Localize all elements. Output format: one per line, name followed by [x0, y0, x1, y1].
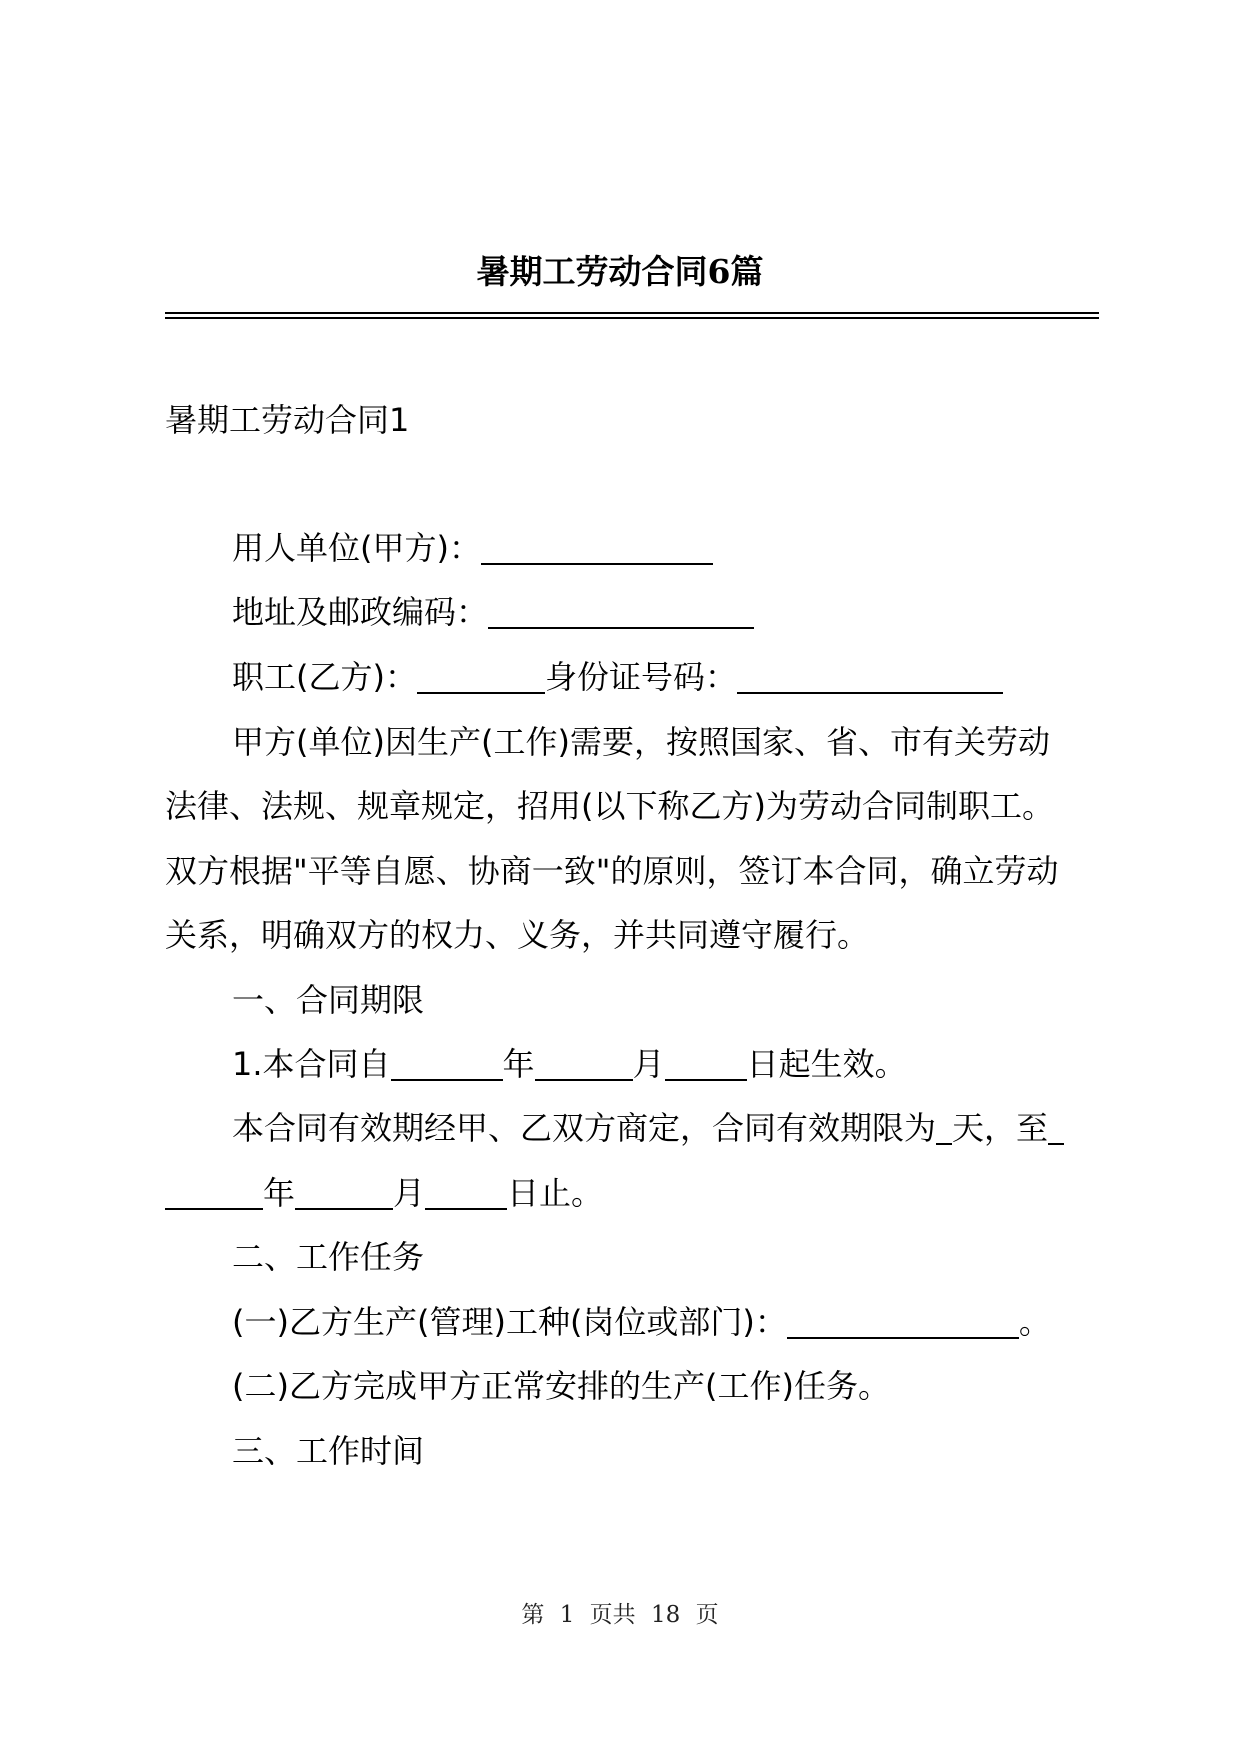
- year-unit: 年: [502, 1045, 535, 1083]
- term-item1-prefix: 1.本合同自: [232, 1045, 391, 1083]
- employer-field: [232, 528, 713, 568]
- address-field: [232, 592, 754, 632]
- id-label: 身份证号码：: [544, 658, 737, 696]
- preamble-line-1: 甲方(单位)因生产(工作)需要，按照国家、省、市有关劳动: [232, 723, 1050, 761]
- start-year-blank[interactable]: [391, 1045, 503, 1081]
- start-month-blank[interactable]: [535, 1045, 633, 1081]
- employee-blank[interactable]: [417, 658, 545, 694]
- preamble-line-2: 法律、法规、规章规定，招用(以下称乙方)为劳动合同制职工。: [165, 787, 1054, 825]
- end-date-blank[interactable]: [1048, 1109, 1064, 1145]
- position-blank[interactable]: [787, 1303, 1019, 1339]
- tasks-item-2: (二)乙方完成甲方正常安排的生产(工作)任务。: [232, 1367, 890, 1405]
- address-blank[interactable]: [488, 593, 754, 629]
- end-month-blank[interactable]: [295, 1174, 393, 1210]
- document-title: 暑期工劳动合同6篇: [476, 252, 764, 291]
- term-item1-suffix: 日起生效。: [746, 1045, 907, 1083]
- tasks-heading: 二、工作任务: [232, 1238, 425, 1276]
- month-unit: 月: [632, 1045, 665, 1083]
- validity-prefix: 本合同有效期经甲、乙双方商定，合同有效期限为: [232, 1109, 937, 1147]
- hours-heading: 三、工作时间: [232, 1432, 425, 1470]
- term-end-date: [165, 1173, 603, 1213]
- end-day-blank[interactable]: [425, 1174, 507, 1210]
- address-label: 地址及邮政编码：: [232, 593, 489, 631]
- validity-days-blank[interactable]: [936, 1109, 952, 1145]
- employer-label: 用人单位(甲方)：: [232, 529, 481, 567]
- page-footer: 第 1 页共 18 页: [521, 1602, 719, 1628]
- tasks-item-1: [232, 1302, 1051, 1342]
- day-unit: 天，至: [952, 1109, 1049, 1147]
- employer-blank[interactable]: [481, 529, 713, 565]
- title-rule-bottom: [165, 317, 1099, 319]
- tasks-item1-label: (一)乙方生产(管理)工种(岗位或部门)：: [232, 1303, 787, 1341]
- end-month-unit: 月: [393, 1174, 426, 1212]
- title-rule-top: [165, 312, 1099, 314]
- end-year-blank[interactable]: [165, 1174, 263, 1210]
- tasks-item1-end: 。: [1018, 1303, 1051, 1341]
- end-year-unit: 年: [263, 1174, 296, 1212]
- end-suffix: 日止。: [507, 1174, 604, 1212]
- term-item-1: [232, 1044, 907, 1084]
- employee-field: [232, 657, 1003, 697]
- term-heading: 一、合同期限: [232, 981, 425, 1019]
- start-day-blank[interactable]: [665, 1045, 747, 1081]
- preamble-line-4: 关系，明确双方的权力、义务，并共同遵守履行。: [165, 916, 870, 954]
- id-blank[interactable]: [737, 658, 1003, 694]
- section-heading: 暑期工劳动合同1: [165, 401, 410, 439]
- preamble-line-3: 双方根据"平等自愿、协商一致"的原则，签订本合同，确立劳动: [165, 852, 1059, 890]
- employee-label: 职工(乙方)：: [232, 658, 417, 696]
- term-validity: [232, 1108, 1064, 1148]
